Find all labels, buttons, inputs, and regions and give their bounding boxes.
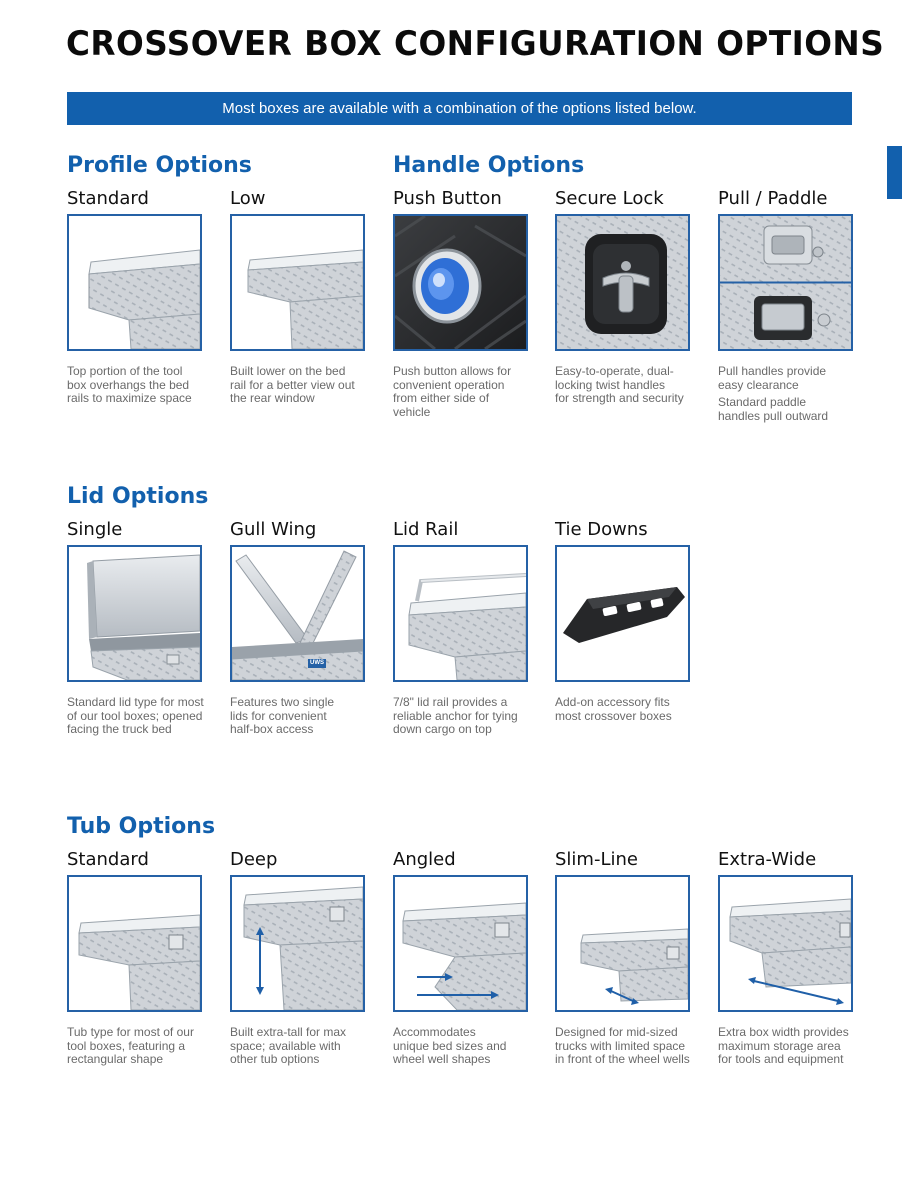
option-title: Standard [67, 849, 149, 870]
profile-standard-image [67, 214, 202, 351]
option-title: Push Button [393, 188, 502, 209]
option-title: Deep [230, 849, 278, 870]
option-card-tub-angled [393, 849, 529, 1067]
push-button-image [393, 214, 528, 351]
option-description: Built lower on the bed rail for a better view out the rear window [230, 364, 355, 405]
tub-angled-image [393, 875, 528, 1012]
option-card-lid-gull-wing [230, 519, 366, 737]
option-description: Accommodates unique bed sizes and wheel well shapes [393, 1025, 507, 1066]
option-title: Extra-Wide [718, 849, 817, 870]
option-title: Secure Lock [555, 188, 664, 209]
option-description: Features two single lids for convenient half-box access [230, 695, 335, 736]
option-title: Angled [393, 849, 456, 870]
option-card-handle-secure-lock [555, 188, 691, 406]
option-description: Standard lid type for most of our tool boxes; opened facing the truck bed [67, 695, 204, 736]
tub-extra-wide-image [718, 875, 853, 1012]
option-title: Single [67, 519, 123, 540]
option-card-tub-deep [230, 849, 366, 1067]
tub-deep-image [230, 875, 365, 1012]
lid-gull-wing-image [230, 545, 365, 682]
info-banner: Most boxes are available with a combination of the options listed below. [67, 92, 852, 125]
tub-slim-line-image [555, 875, 690, 1012]
option-card-tub-standard [67, 849, 203, 1067]
option-title: Gull Wing [230, 519, 317, 540]
option-title: Pull / Paddle [718, 188, 828, 209]
option-description: Top portion of the tool box overhangs the bed rails to maximize space [67, 364, 192, 405]
option-description: Extra box width provides maximum storage area for tools and equipment [718, 1025, 849, 1066]
section-title-profile: Profile Options [67, 153, 252, 178]
lid-single-image [67, 545, 202, 682]
option-description: Designed for mid-sized trucks with limited space in front of the wheel wells [555, 1025, 690, 1066]
pull-paddle-image [718, 214, 853, 351]
section-title-lid: Lid Options [67, 484, 209, 509]
uws-logo: UWS [310, 660, 324, 666]
option-description-extra: Standard paddle handles pull outward [718, 395, 829, 423]
page-title: CROSSOVER BOX CONFIGURATION OPTIONS [66, 24, 885, 64]
profile-low-image [230, 214, 365, 351]
option-description: 7/8" lid rail provides a reliable anchor for tying down cargo on top [393, 695, 518, 736]
option-title: Standard [67, 188, 149, 209]
side-tab-marker [887, 146, 902, 199]
option-title: Lid Rail [393, 519, 459, 540]
tie-downs-image [555, 545, 690, 682]
option-description: Tub type for most of our tool boxes, featuring a rectangular shape [67, 1025, 194, 1066]
option-title: Slim-Line [555, 849, 638, 870]
option-card-profile-low [230, 188, 366, 406]
option-description: Add-on accessory fits most crossover boxes [555, 695, 672, 723]
option-description: Built extra-tall for max space; available with other tub options [230, 1025, 347, 1066]
option-card-lid-single [67, 519, 203, 737]
option-description: Pull handles provide easy clearance Standard paddle handles pull outward [718, 365, 858, 423]
lid-rail-image [393, 545, 528, 682]
option-description: Push button allows for convenient operation from either side of vehicle [393, 364, 512, 419]
option-card-tub-extra-wide [718, 849, 854, 1067]
option-card-handle-pull-paddle [718, 188, 854, 423]
option-title: Tie Downs [555, 519, 648, 540]
option-card-tub-slim-line [555, 849, 691, 1067]
section-title-tub: Tub Options [67, 814, 216, 839]
option-card-handle-push-button [393, 188, 529, 419]
secure-lock-image [555, 214, 690, 351]
option-description: Easy-to-operate, dual- locking twist handles for strength and security [555, 364, 684, 405]
option-card-lid-tie-downs [555, 519, 691, 723]
tub-standard-image [67, 875, 202, 1012]
option-card-lid-rail [393, 519, 529, 737]
option-card-profile-standard [67, 188, 203, 406]
section-title-handle: Handle Options [393, 153, 585, 178]
option-title: Low [230, 188, 266, 209]
